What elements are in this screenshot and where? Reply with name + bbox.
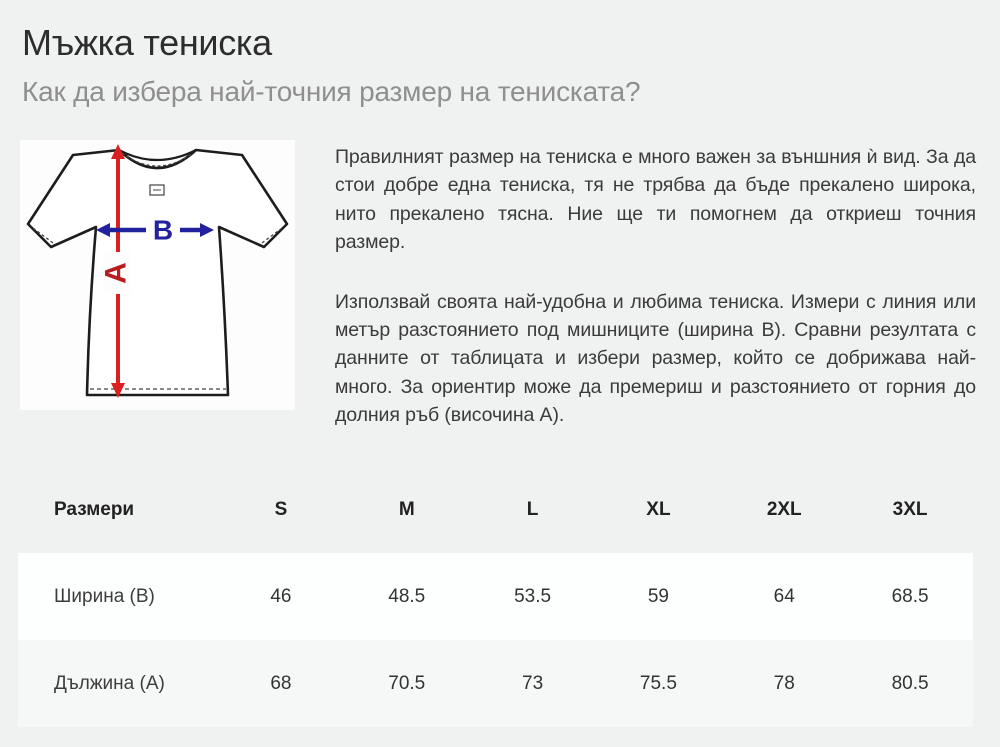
page-subtitle: Как да избера най-точния размер на тениската? xyxy=(22,76,641,107)
row-width-label: Ширина (B) xyxy=(54,585,155,607)
row-length-value-3xl: 80.5 xyxy=(891,672,929,694)
size-table-header-2xl: 2XL xyxy=(766,499,802,520)
intro-paragraph-2: Използвай своята най-удобна и любима тениска. Измери с линия или метър разстоянието под мишниците (ширина B). Сравни резултата с данните от таблицата и избери размер, който се добрижава най-много. За ориентир може да премериш и разстоянието от горния до долния ръб (височина A). xyxy=(335,290,976,427)
intro-paragraph-1: Правилният размер на тениска е много важен за външния ѝ вид. За да стои добре една тениска, тя не трябва да бъде прекалено широка, нито прекалено тясна. Ние ще ти помогнем да откриеш точния размер. xyxy=(335,146,976,254)
size-table-header-3xl: 3XL xyxy=(892,499,928,520)
row-length-value-2xl: 78 xyxy=(773,672,795,694)
intro-text xyxy=(335,143,976,430)
row-width-value-s: 46 xyxy=(270,585,292,607)
row-length-value-xl: 75.5 xyxy=(639,672,677,694)
size-table-header-s: S xyxy=(274,499,288,520)
row-width-value-xl: 59 xyxy=(647,585,669,607)
width-arrow-label: B xyxy=(152,214,174,246)
table-row-length xyxy=(18,640,973,727)
tshirt-outline xyxy=(28,150,287,395)
row-width-value-3xl: 68.5 xyxy=(891,585,929,607)
size-table-header-xl: XL xyxy=(646,499,671,520)
tshirt-measurement-diagram xyxy=(20,140,295,410)
size-table xyxy=(18,467,973,727)
table-row-width xyxy=(18,553,973,640)
row-width-value-2xl: 64 xyxy=(773,585,795,607)
row-length-value-s: 68 xyxy=(270,672,292,694)
size-table-header-sizes: Размери xyxy=(54,499,135,520)
row-length-value-l: 73 xyxy=(522,672,544,694)
tshirt-illustration xyxy=(20,140,295,410)
row-width-value-l: 53.5 xyxy=(514,585,552,607)
size-table-header-l: L xyxy=(526,499,539,520)
height-arrow-label: A xyxy=(99,262,133,284)
size-table-header-m: M xyxy=(398,499,415,520)
row-width-value-m: 48.5 xyxy=(388,585,426,607)
row-length-label: Дължина (A) xyxy=(54,672,165,694)
size-table-header-row xyxy=(18,467,973,553)
page-title: Мъжка тениска xyxy=(22,22,272,63)
row-length-value-m: 70.5 xyxy=(388,672,426,694)
